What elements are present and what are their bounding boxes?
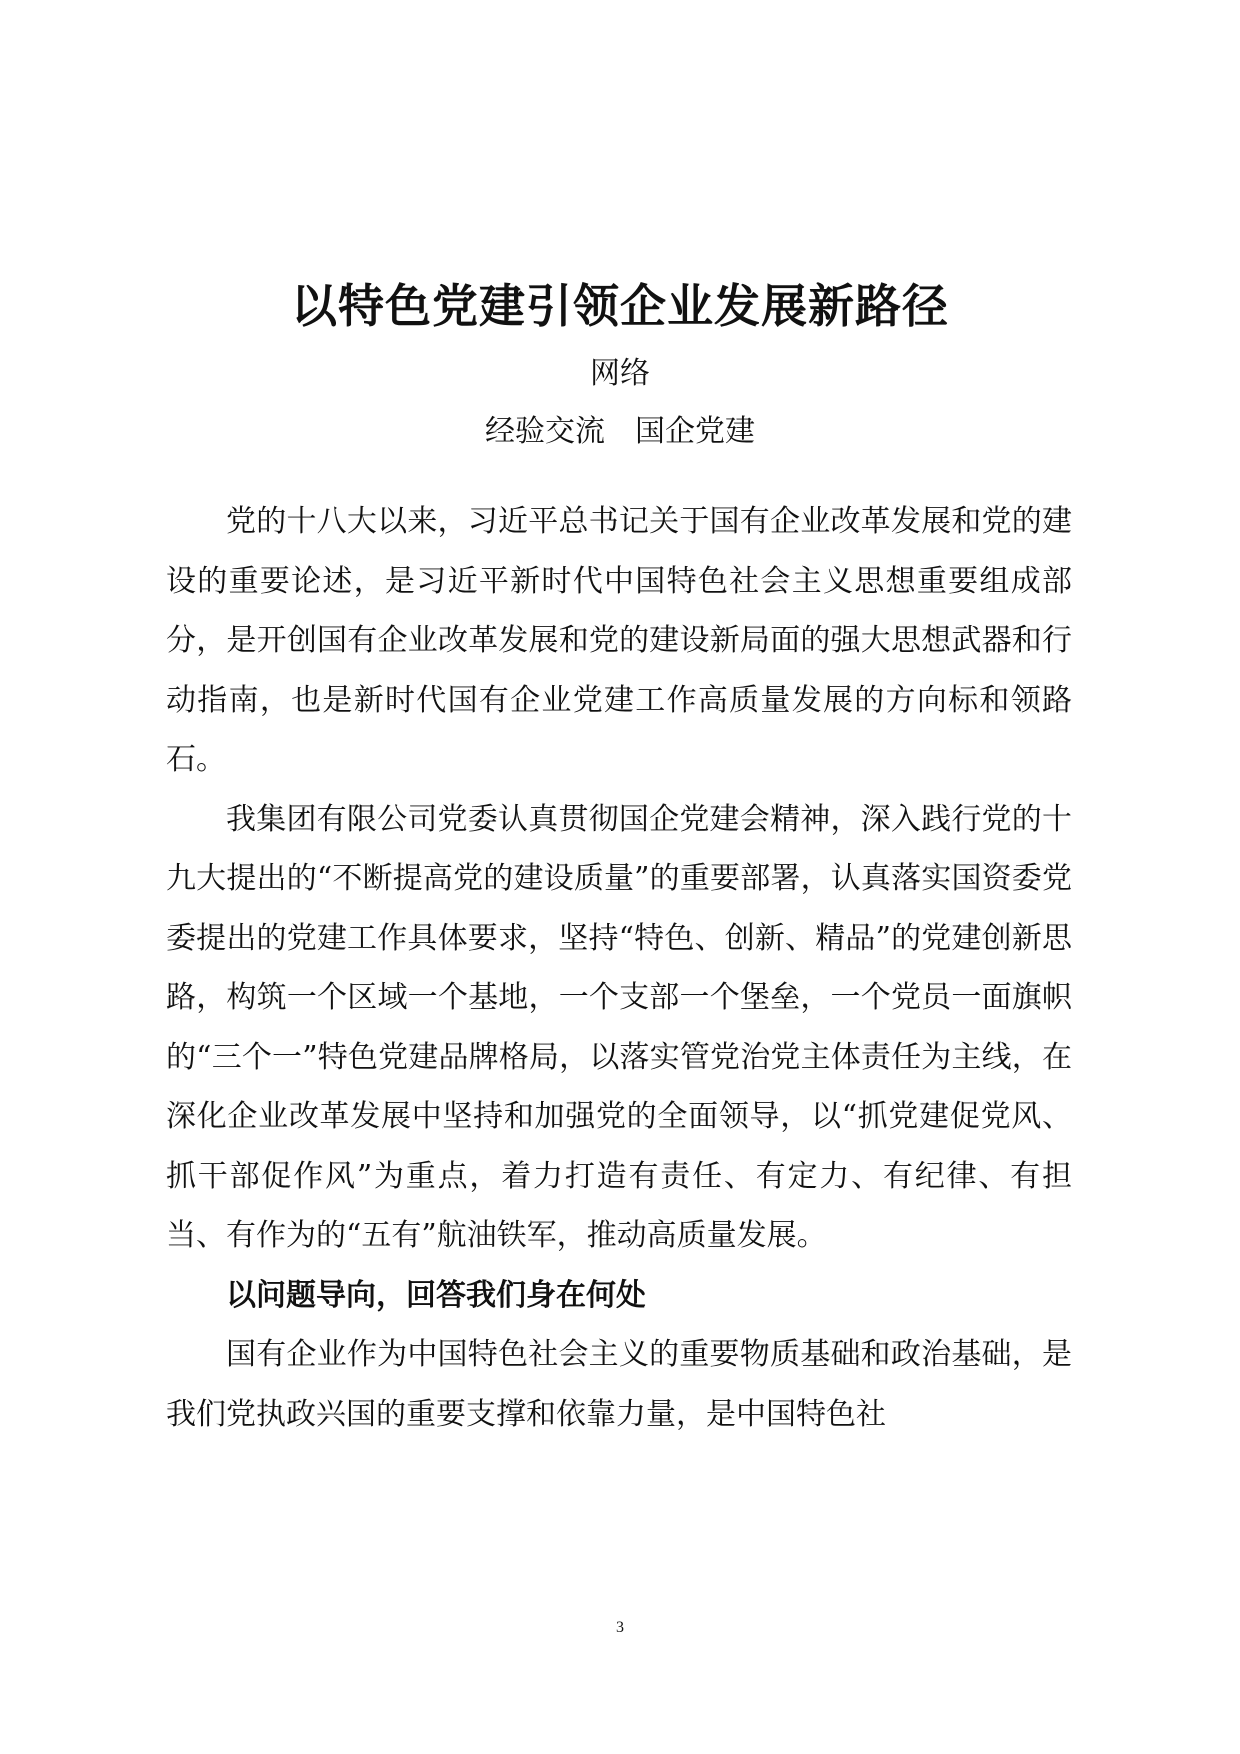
- section-heading: 以问题导向，回答我们身在何处: [226, 1277, 646, 1313]
- page-number: 3: [616, 1619, 624, 1636]
- body-paragraph: 我集团有限公司党委认真贯彻国企党建会精神，深入践行党的十九大提出的“不断提高党的建设质量”的重要部署，认真落实国资委党委提出的党建工作具体要求，坚持“特色、创新、精品”的党建创新思路，构筑一个区域一个基地，一个支部一个堡垒，一个党员一面旗帜的“三个一”特色党建品牌格局，以落实管党治党主体责任为主线，在深化企业改革发展中坚持和加强党的全面领导，以“抓党建促党风、抓干部促作风”为重点，着力打造有责任、有定力、有纪律、有担当、有作为的“五有”航油铁军，推动高质量发展。: [166, 801, 1072, 1253]
- body-paragraph: 党的十八大以来，习近平总书记关于国有企业改革发展和党的建设的重要论述，是习近平新时代中国特色社会主义思想重要组成部分，是开创国有企业改革发展和党的建设新局面的强大思想武器和行动指南，也是新时代国有企业党建工作高质量发展的方向标和领路石。: [166, 504, 1072, 777]
- document-title: 以特色党建引领企业发展新路径: [291, 279, 949, 333]
- body-paragraph: 国有企业作为中国特色社会主义的重要物质基础和政治基础，是我们党执政兴国的重要支撑和依靠力量，是中国特色社: [166, 1337, 1072, 1432]
- document-tags: [0, 412, 1240, 452]
- tag-soe-party-building: 国企党建: [635, 414, 755, 449]
- document-body: [166, 492, 1072, 1444]
- document-author: 网络: [590, 356, 650, 391]
- tag-experience-exchange: 经验交流: [485, 414, 605, 449]
